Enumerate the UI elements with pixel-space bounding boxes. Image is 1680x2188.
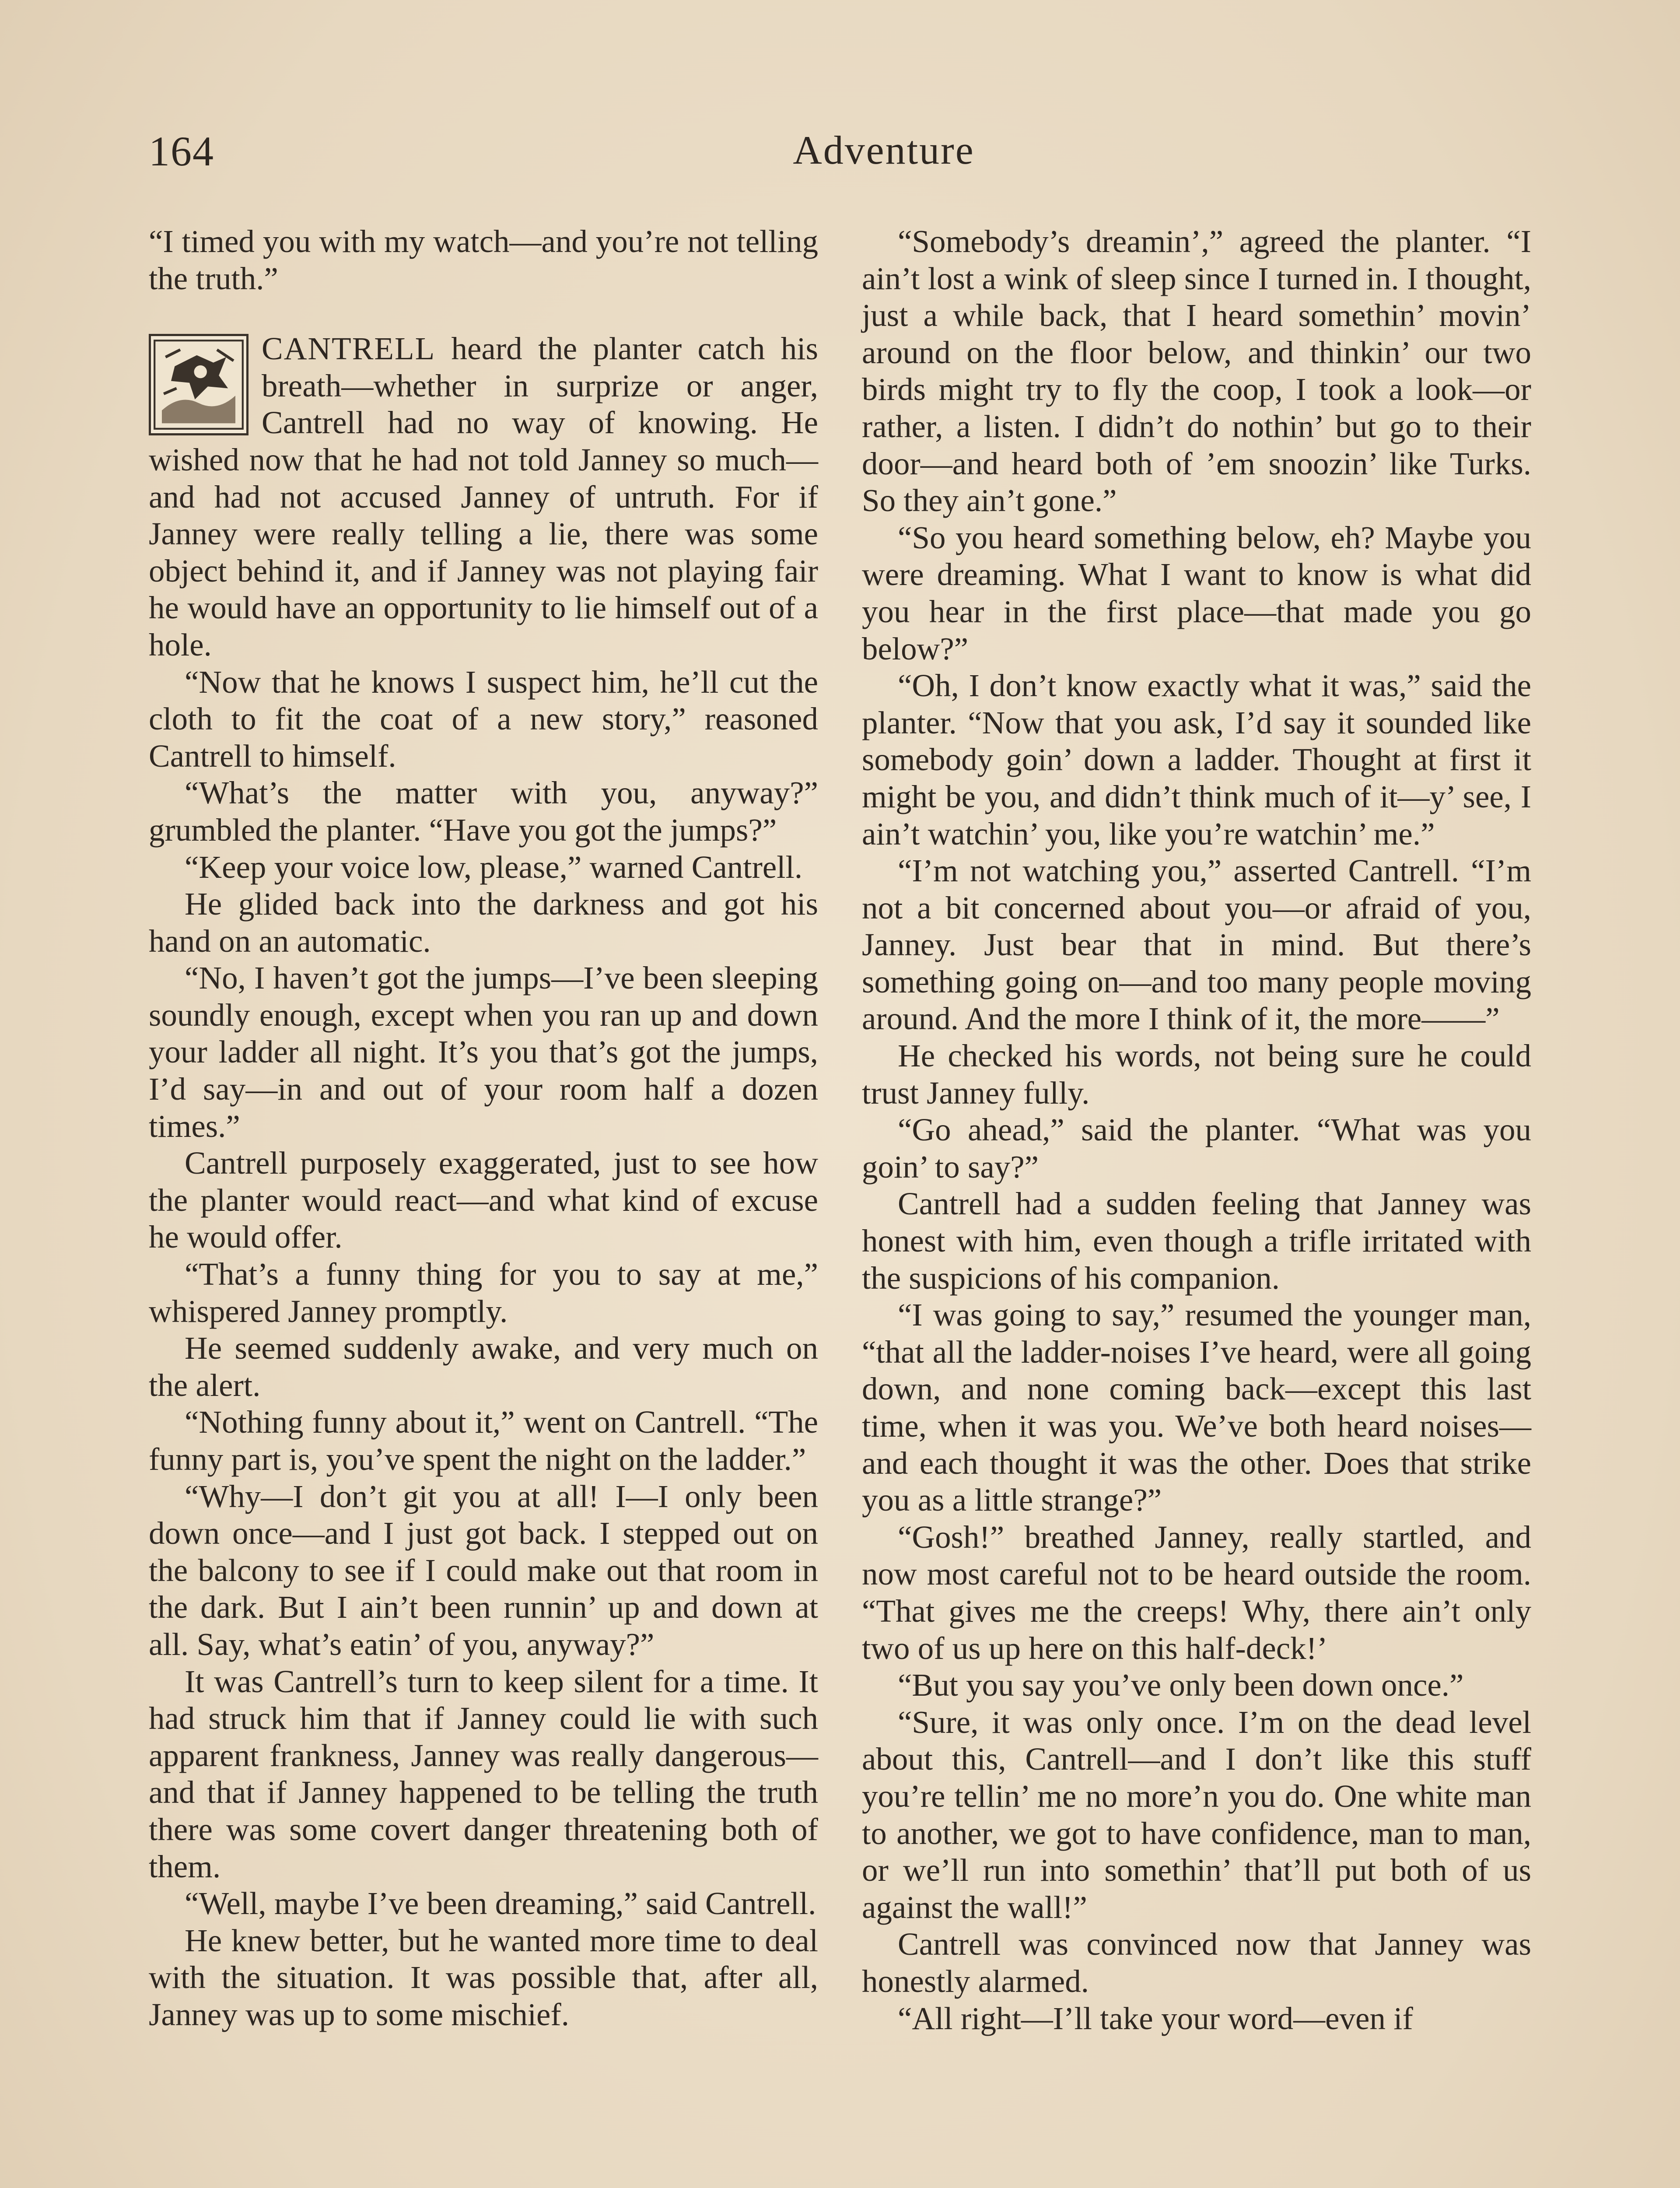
paragraph: “So you heard something below, eh? Maybe you were dreaming. What I want to know is what did you hear in the first place—that made you go below?”: [862, 519, 1531, 666]
page-number: 164: [149, 128, 214, 175]
paragraph: “I’m not watching you,” asserted Cantrell. “I’m not a bit concerned about you—or afraid of you, Janney. Just bear that in mind. But there’s something going on—and too many people moving around. And the more I think of it, the more——”: [862, 853, 1531, 1037]
right-column: [862, 223, 1531, 2037]
paragraph: “What’s the matter with you, anyway?” grumbled the planter. “Have you got the jumps?”: [149, 775, 818, 848]
paragraph: He knew better, but he wanted more time to deal with the situation. It was possible that, after all, Janney was up to some mischief.: [149, 1922, 818, 2032]
left-column: [149, 223, 818, 2034]
paragraph: Cantrell purposely exaggerated, just to see how the planter would react—and what kind of excuse he would offer.: [149, 1145, 818, 1255]
paragraph: “I was going to say,” resumed the younger man, “that all the ladder-noises I’ve heard, were all going down, and none coming back—except this last time, when it was you. We’ve both heard noises—and each thought it was the other. Does that strike you as a little strange?”: [862, 1297, 1531, 1518]
running-title: Adventure: [793, 128, 975, 172]
paragraph: “No, I haven’t got the jumps—I’ve been sleeping soundly enough, except when you ran up and down your ladder all night. It’s you that’s got the jumps, I’d say—in and out of your room half a dozen times.”: [149, 960, 818, 1144]
paragraph: “Now that he knows I suspect him, he’ll cut the cloth to fit the coat of a new story,” reasoned Cantrell to himself.: [149, 664, 818, 774]
paragraph: “Well, maybe I’ve been dreaming,” said Cantrell.: [185, 1886, 816, 1922]
paragraph: “Why—I don’t git you at all! I—I only been down once—and I just got back. I stepped out on the balcony to see if I could make out that room in the dark. But I ain’t been runnin’ up and down at all. Say, what’s eatin’ of you, anyway?”: [149, 1478, 818, 1662]
dropcap-paragraph: [149, 330, 818, 663]
paragraph: He checked his words, not being sure he could trust Janney fully.: [862, 1038, 1531, 1111]
paragraph: “Keep your voice low, please,” warned Cantrell.: [185, 849, 803, 885]
paragraph: “All right—I’ll take your word—even if: [898, 2000, 1413, 2036]
paragraph: “But you say you’ve only been down once.”: [898, 1667, 1464, 1703]
page-header: [149, 127, 1540, 184]
paragraph: It was Cantrell’s turn to keep silent for a time. It had struck him that if Janney could lie with such apparent frankness, Janney was really dangerous—and that if Janney happened to be telling the truth there was some covert danger threatening both of them.: [149, 1663, 818, 1884]
paragraph: Cantrell had a sudden feeling that Janney was honest with him, even though a trifle irritated with the suspicions of his companion.: [862, 1186, 1531, 1296]
paragraph: He glided back into the darkness and got his hand on an automatic.: [149, 886, 818, 959]
paragraph: “Somebody’s dreamin’,” agreed the planter. “I ain’t lost a wink of sleep since I turned in. I thought, just a while back, that I heard somethin’ movin’ around on the floor below, and thinkin’ our two birds might try to fly the coop, I took a look—or rather, a listen. I didn’t do nothin’ but go to their door—and heard both of ’em snoozin’ like Turks. So they ain’t gone.”: [862, 224, 1531, 519]
paragraph: “That’s a funny thing for you to say at me,” whispered Janney promptly.: [149, 1256, 818, 1329]
paragraph: “Oh, I don’t know exactly what it was,” said the planter. “Now that you ask, I’d say it sounded like somebody goin’ down a ladder. Thought at first it might be you, and didn’t think much of it—y’ see, I ain’t watchin’ you, like you’re watchin’ me.”: [862, 668, 1531, 852]
dropcap-illustration-icon: [149, 334, 248, 435]
paragraph: “I timed you with my watch—and you’re not telling the truth.”: [149, 224, 818, 296]
paragraph: He seemed suddenly awake, and very much on the alert.: [149, 1330, 818, 1403]
paragraph: “Gosh!” breathed Janney, really startled, and now most careful not to be heard outside the room. “That gives me the creeps! Why, there ain’t only two of us up here on this half-deck!’: [862, 1519, 1531, 1666]
paragraph: “Sure, it was only once. I’m on the dead level about this, Cantrell—and I don’t like this stuff you’re tellin’ me no more’n you do. One white man to another, we got to have confidence, man to man, or we’ll run into somethin’ that’ll put both of us against the wall!”: [862, 1704, 1531, 1925]
paragraph: “Go ahead,” said the planter. “What was you goin’ to say?”: [862, 1112, 1531, 1185]
dropcap-word: CANTRELL: [262, 331, 436, 367]
paragraph: heard the planter catch his breath—whether in surprize or anger, Cantrell had no way of knowing. He wished now that he had not told Janney so much—and had not accused Janney of untruth. For if Janney were really telling a lie, there was some object behind it, and if Janney was not playing fair he would have an opportunity to lie himself out of a hole.: [149, 331, 818, 663]
paragraph: “Nothing funny about it,” went on Cantrell. “The funny part is, you’ve spent the night on the ladder.”: [149, 1404, 818, 1477]
paragraph: Cantrell was convinced now that Janney was honestly alarmed.: [862, 1926, 1531, 1999]
